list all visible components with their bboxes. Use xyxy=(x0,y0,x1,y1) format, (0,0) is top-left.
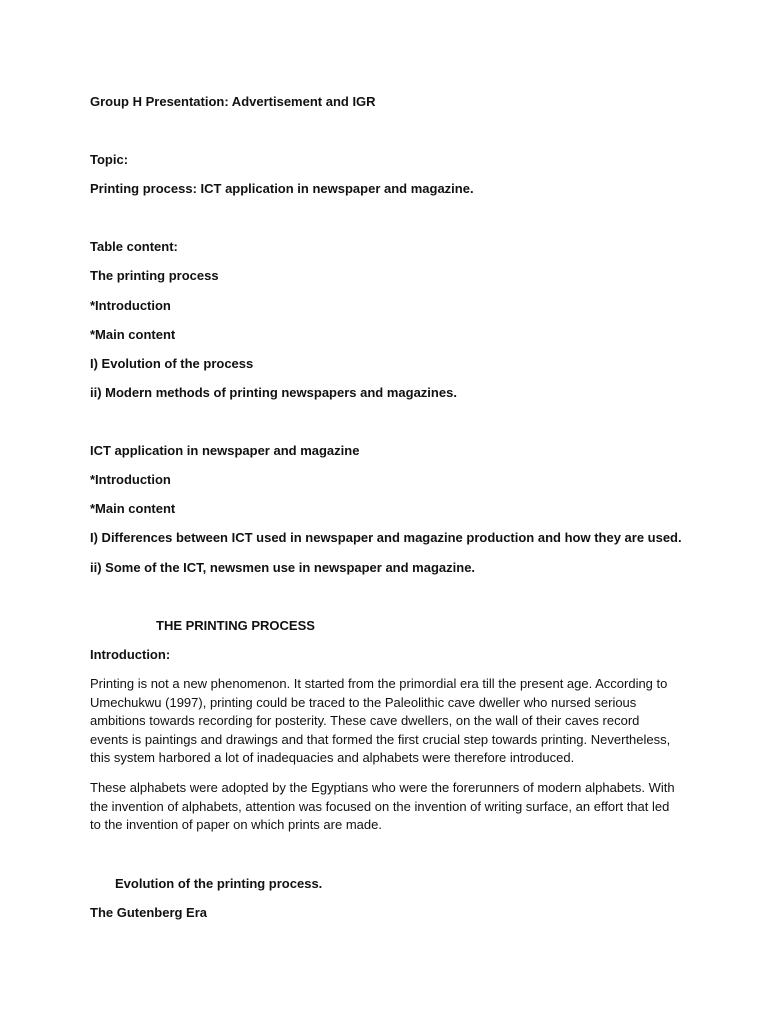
paragraph-1: Printing is not a new phenomenon. It started from the primordial era till the present age. According to Umechukwu (1997), printing could be traced to the Paleolithic cave dweller who nursed serious ambitions towards recording for posterity. These cave dwellers, on the wall of their caves record events is paintings and drawings and that formed the first crucial step towards printing. Nevertheless, this system harbored a lot of inadequacies and alphabets were therefore introduced. xyxy=(90,676,671,765)
toc-printing-item-2: ii) Modern methods of printing newspapers and magazines. xyxy=(90,385,457,400)
toc-ict-item-2: ii) Some of the ICT, newsmen use in newspaper and magazine. xyxy=(90,560,476,575)
toc-printing-heading: The printing process xyxy=(90,268,219,283)
toc-label: Table content: xyxy=(90,239,178,254)
paragraph-2: These alphabets were adopted by the Egyptians who were the forerunners of modern alphabets. With the invention of alphabets, attention was focused on the invention of writing surface, an effort that led to the invention of paper on which prints are made. xyxy=(90,780,675,832)
toc-printing-main: *Main content xyxy=(90,327,176,342)
toc-ict-item-1: I) Differences between ICT used in newspaper and magazine production and how they are used. xyxy=(90,530,682,545)
intro-heading: Introduction: xyxy=(90,647,171,662)
toc-printing-intro: *Introduction xyxy=(90,298,171,313)
section-heading: THE PRINTING PROCESS xyxy=(156,618,315,633)
group-title: Group H Presentation: Advertisement and IGR xyxy=(90,94,376,109)
toc-printing-item-1: I) Evolution of the process xyxy=(90,356,254,371)
topic-label: Topic: xyxy=(90,152,129,167)
toc-ict-main: *Main content xyxy=(90,501,176,516)
topic-text: Printing process: ICT application in newspaper and magazine. xyxy=(90,181,474,196)
evolution-heading: Evolution of the printing process. xyxy=(115,876,323,891)
toc-ict-intro: *Introduction xyxy=(90,472,171,487)
gutenberg-heading: The Gutenberg Era xyxy=(90,905,208,920)
toc-ict-heading: ICT application in newspaper and magazine xyxy=(90,443,360,458)
